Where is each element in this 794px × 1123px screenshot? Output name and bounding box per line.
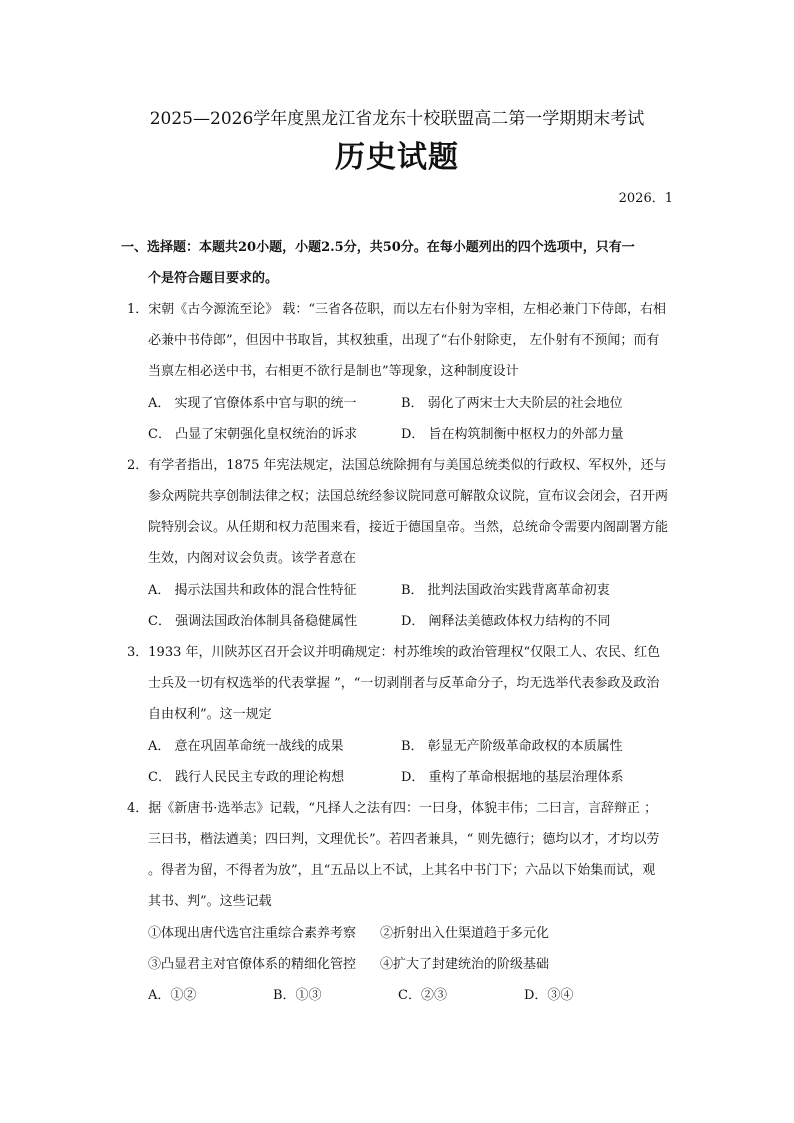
q4-stem-line3: 。得者为留，不得者为放”，且“五品以上不试，上其名中书门下；六品以下始集而试，观 xyxy=(148,863,656,878)
q3-stem-line2: 士兵及一切有权选举的代表掌握 ”，“一切剥削者与反革命分子，均无选举代表参政及政治 xyxy=(148,676,660,691)
q3-option-c: C． 践行人民民主专政的理论构想 xyxy=(148,770,345,785)
exam-subtitle: 2025—2026学年度黑龙江省龙东十校联盟高二第一学期期末考试 xyxy=(149,109,645,129)
q3-stem-line1: 3．1933 年，川陕苏区召开会议并明确规定：村苏维埃的政治管理权“仅限工人、农民、红色 xyxy=(127,645,661,660)
section-heading-line1: 一、选择题：本题共20小题，小题2.5分，共50分。在每小题列出的四个选项中，只有一 xyxy=(121,240,635,255)
q2-stem-line2: 参众两院共享创制法律之权；法国总统经参议院同意可解散众议院，宣布议会闭会，召开两 xyxy=(148,489,669,504)
q4-stem-line1: 4．据《新唐书·选举志》记载，“凡择人之法有四：一曰身，体貌丰伟；二曰言，言辞辩正 ； xyxy=(127,801,658,816)
section-heading-line2: 个是符合题目要求的。 xyxy=(148,271,279,286)
q3-option-a: A． 意在巩固革命统一战线的成果 xyxy=(148,739,344,754)
q1-stem-line3: 当禀左相必送中书，右相更不欲行是制也”等现象，这种制度设计 xyxy=(148,364,519,379)
q1-option-d: D． 旨在构筑制衡中枢权力的外部力量 xyxy=(401,427,624,442)
exam-date: 2026．1 xyxy=(618,191,673,206)
q1-option-b: B． 弱化了两宋士大夫阶层的社会地位 xyxy=(401,396,623,411)
q1-stem-line1: 1．宋朝《古今源流至论》 载：“三省各莅职，而以左右仆射为宰相，左相必兼门下侍郎，右相 xyxy=(127,302,667,317)
q4-option-d: D．③④ xyxy=(524,988,574,1003)
q1-stem-line2: 必兼中书侍郎”，但因中书取旨，其权独重，出现了“右仆射除吏， 左仆射有不预闻；而有 xyxy=(148,333,660,348)
q4-option-b: B．①③ xyxy=(273,988,322,1003)
exam-title: 历史试题 xyxy=(335,140,459,175)
q4-stem-line4: 其书、判”。这些记载 xyxy=(148,894,272,909)
q2-option-d: D． 阐释法美德政体权力结构的不同 xyxy=(401,614,611,629)
q2-option-c: C． 强调法国政治体制具备稳健属性 xyxy=(148,614,358,629)
q2-stem-line3: 院特别会议。从任期和权力范围来看，接近于德国皇帝。当然，总统命令需要内阁副署方能 xyxy=(148,520,669,535)
q4-stem-line2: 三曰书，楷法遒美；四曰判，文理优长”。若四者兼具，“ 则先德行；德均以才，才均以劳 xyxy=(148,832,660,847)
q4-statement-1: ①体现出唐代选官注重综合素养考察 xyxy=(148,926,357,941)
q4-statement-2: ②折射出入仕渠道趋于多元化 xyxy=(380,926,550,941)
q2-stem-line1: 2．有学者指出，1875 年宪法规定，法国总统除拥有与美国总统类似的行政权、军权外，还与 xyxy=(127,458,667,473)
q3-option-b: B． 彰显无产阶级革命政权的本质属性 xyxy=(401,739,623,754)
q2-option-b: B． 批判法国政治实践背离革命初衷 xyxy=(401,583,610,598)
q4-statement-3: ③凸显君主对官僚体系的精细化管控 xyxy=(148,957,357,972)
q4-statement-4: ④扩大了封建统治的阶级基础 xyxy=(380,957,550,972)
q1-option-a: A． 实现了官僚体系中官与职的统一 xyxy=(148,396,357,411)
q2-option-a: A． 揭示法国共和政体的混合性特征 xyxy=(148,583,357,598)
q4-option-a: A．①② xyxy=(148,988,197,1003)
q2-stem-line4: 生效，内阁对议会负责。该学者意在 xyxy=(148,551,357,566)
q3-option-d: D． 重构了革命根据地的基层治理体系 xyxy=(401,770,624,785)
q3-stem-line3: 自由权利”。这一规定 xyxy=(148,707,272,722)
q1-option-c: C． 凸显了宋朝强化皇权统治的诉求 xyxy=(148,427,358,442)
q4-option-c: C．②③ xyxy=(398,988,447,1003)
